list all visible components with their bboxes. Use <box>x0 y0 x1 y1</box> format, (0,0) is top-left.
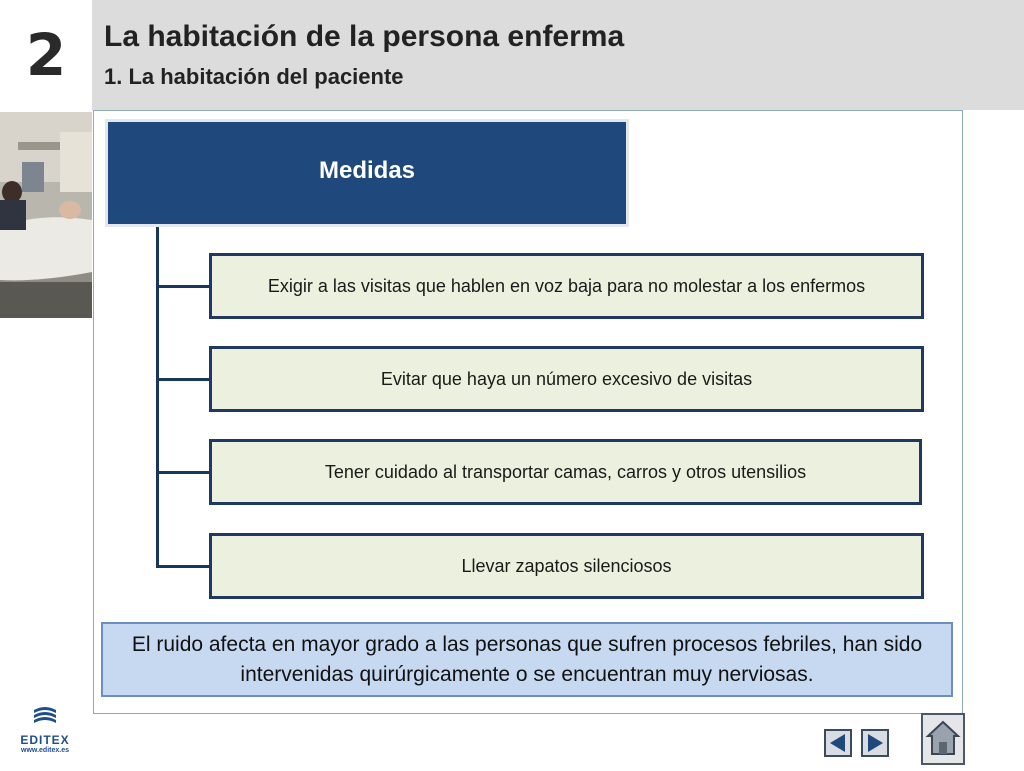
slide-header <box>92 0 1024 110</box>
diagram-root-box: Medidas <box>105 119 629 227</box>
prev-slide-button[interactable] <box>824 729 852 757</box>
triangle-right-icon <box>861 729 889 757</box>
diagram-item: Llevar zapatos silenciosos <box>209 533 924 599</box>
editex-logo-icon <box>30 704 60 726</box>
next-slide-button[interactable] <box>861 729 889 757</box>
diagram-item: Tener cuidado al transportar camas, carros y otros utensilios <box>209 439 922 505</box>
chapter-number: 2 <box>25 21 67 89</box>
slide-subtitle: 1. La habitación del paciente <box>104 64 404 89</box>
triangle-left-icon <box>824 729 852 757</box>
home-button[interactable] <box>920 712 966 766</box>
diagram-trunk-line <box>156 227 159 568</box>
diagram-item: Exigir a las visitas que hablen en voz baja para no molestar a los enfermos <box>209 253 924 319</box>
noise-note: El ruido afecta en mayor grado a las personas que sufren procesos febriles, han sido intervenidas quirúrgicamente o se encuentran muy nerviosas. <box>101 622 953 697</box>
editex-logo <box>10 704 80 764</box>
diagram-branch-line <box>156 471 210 474</box>
diagram-branch-line <box>156 565 210 568</box>
slide-title: La habitación de la persona enferma <box>104 20 625 53</box>
diagram-branch-line <box>156 285 210 288</box>
house-icon <box>920 712 966 766</box>
editex-url: www.editex.es <box>21 747 69 754</box>
diagram-branch-line <box>156 378 210 381</box>
editex-brand: EDITEX <box>20 733 70 747</box>
hospital-room-photo <box>0 112 92 318</box>
diagram-item: Evitar que haya un número excesivo de visitas <box>209 346 924 412</box>
